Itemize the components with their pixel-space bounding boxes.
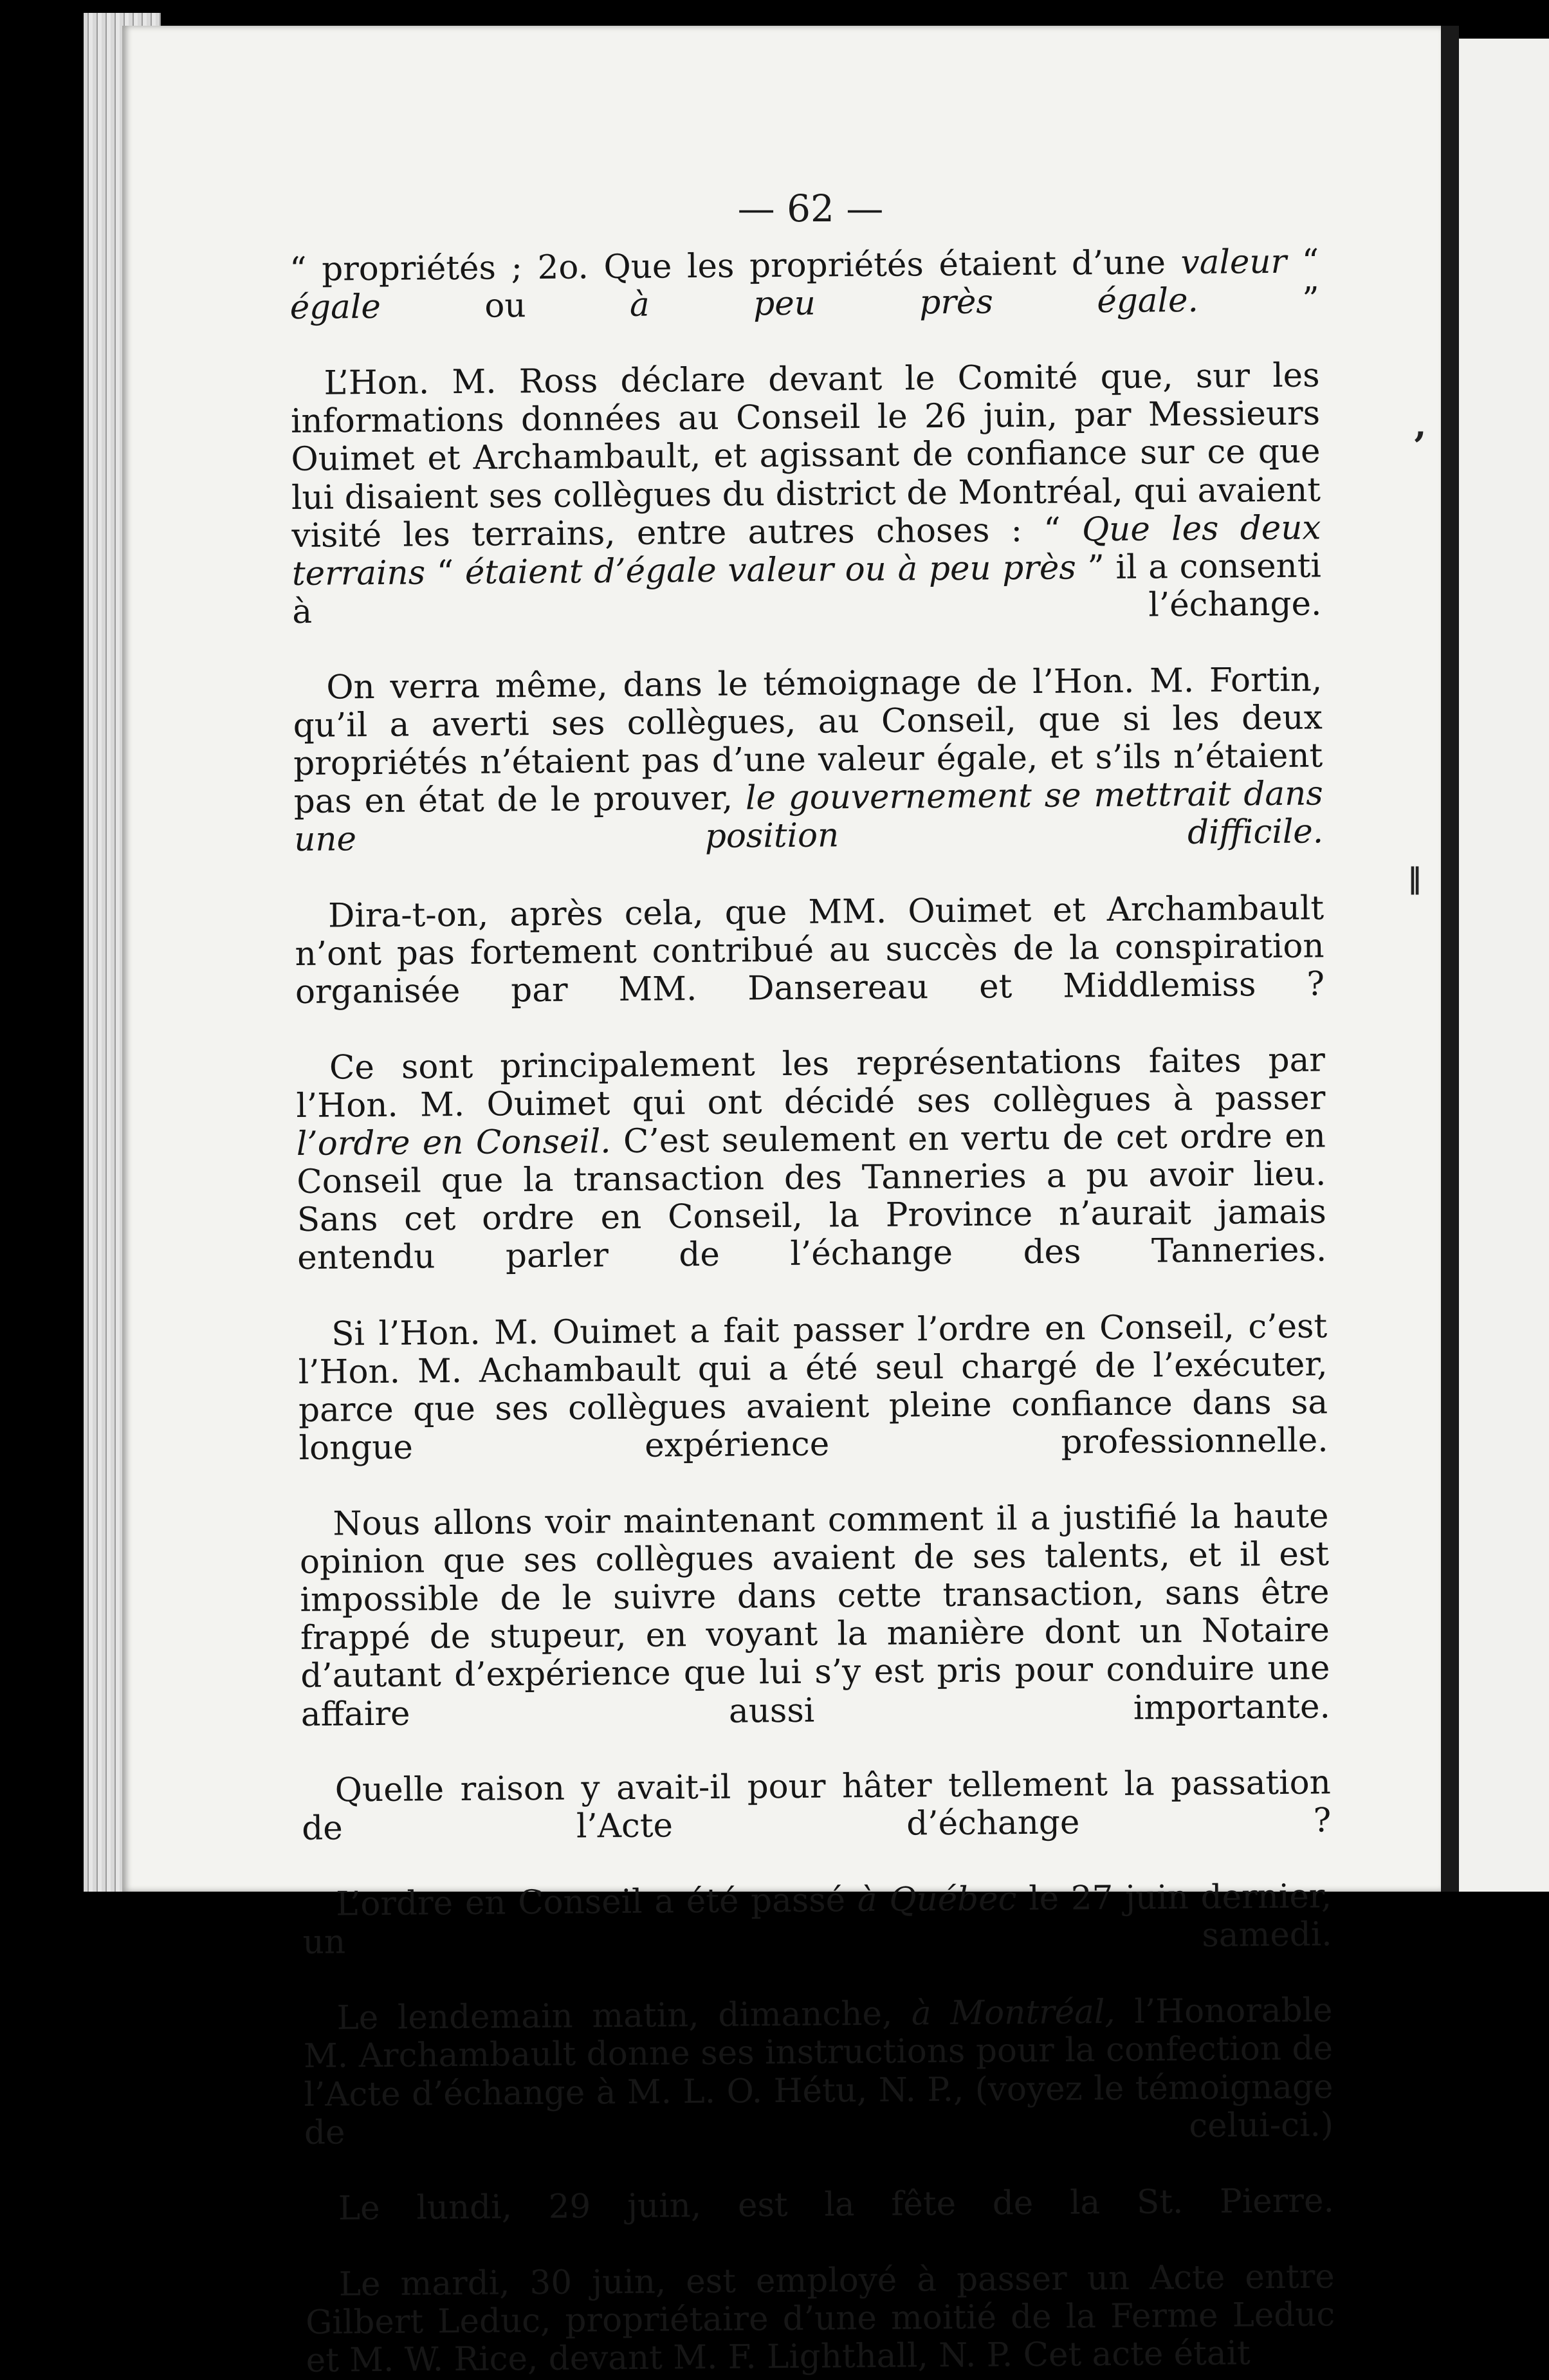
italic-text: à peu près égale. [629, 281, 1199, 324]
paragraph [290, 357, 1322, 669]
text-run: “ [1286, 242, 1319, 281]
page-number: — 62 — [737, 187, 884, 230]
text-run: ” il a consenti à l’échange. [292, 546, 1322, 631]
text-run: “ propriétés ; 2o. Que les propriétés étaient d’une [289, 243, 1181, 289]
adjacent-page-strip [1459, 39, 1549, 1892]
text-run: l’Honorable M. Archambault donne ses instructions pour la confection de l’Acte d’échange à M. L. O. Hétu, N. P., (voyez le témoignage de celui-ci.) [303, 1991, 1334, 2152]
text-run: C’est seulement en vertu de cet ordre en Conseil que la transaction des Tanneries a pu avoir lieu. Sans cet ordre en Conseil, la Province n’aurait jamais entendu parler de l’échange des Tanneries. [297, 1116, 1327, 1278]
paragraph [289, 243, 1319, 365]
page-gutter [1441, 26, 1459, 1892]
text-run: Quelle raison y avait-il pour hâter tellement la passation de l’Acte d’échange ? [302, 1763, 1332, 1848]
italic-text: valeur [1180, 242, 1287, 282]
text-run: Ce sont principalement les représentations faites par l’Hon. M. Ouimet qui ont décidé ses collègues à passer [296, 1040, 1326, 1126]
paragraph [295, 889, 1325, 1049]
italic-text: Que les deux terrains [291, 508, 1321, 593]
paragraph [299, 1497, 1330, 1771]
text-run: Nous allons voir maintenant comment il a justifié la haute opinion que ses collègues avaient de ses talents, et il est impossible de le suivre dans cette transaction, sans être frappé de stupeur, en voyant la manière dont un Notaire d’autant d’expérience que lui s’y est pris pour conduire une affaire aussi importante. [299, 1497, 1331, 1734]
italic-text: étaient d’égale valeur ou à peu près [464, 548, 1077, 592]
text-run: L’Hon. M. Ross déclare devant le Comité que, sur les informations données au Conseil le 26 juin, par Messieurs Ouimet et Archambault, et agissant de confiance sur ce que lui disaient ses collègues du district de Montréal, qui avaient visité les terrains, entre autres choses : “ [290, 356, 1321, 555]
paragraph [296, 1041, 1327, 1315]
italic-text: à Montréal, [911, 1993, 1115, 2033]
text-run: Le mardi, 30 juin, est employé à passer un Acte entre Gilbert Leduc, propriétaire d’une moitié de la Ferme Leduc et M. W. Rice, devant M. F. Lighthall, N. P. Cet acte était [306, 2257, 1335, 2380]
italic-text: le gouvernement se mettrait dans une position difficile. [293, 774, 1324, 860]
text-run: Le lundi, 29 juin, est la fête de la St. Pierre. [338, 2181, 1335, 2228]
text-run: “ [425, 553, 466, 593]
paragraph [298, 1307, 1328, 1506]
text-run: L’ordre en Conseil a été passé [335, 1881, 858, 1924]
paragraph [303, 1992, 1334, 2190]
italic-text: égale [289, 287, 381, 327]
margin-glyph: ‖ [1407, 862, 1422, 895]
page-body-text [289, 243, 1335, 2380]
paragraph [302, 1764, 1332, 1886]
paragraph [302, 1877, 1332, 2000]
paragraph [293, 661, 1324, 897]
italic-text: à Québec [857, 1879, 1017, 1920]
text-run: ” [1198, 280, 1319, 320]
text-run: le 27 juin dernier, un samedi. [302, 1877, 1332, 1962]
text-run: ou [380, 285, 630, 326]
margin-glyph: ʼ [1412, 425, 1425, 470]
paragraph [306, 2258, 1335, 2380]
text-run: Si l’Hon. M. Ouimet a fait passer l’ordre en Conseil, c’est l’Hon. M. Achambault qui a été seul chargé de l’exécuter, parce que ses collègues avaient pleine confiance dans sa longue expérience professionnelle. [298, 1307, 1328, 1468]
text-run: Le lendemain matin, dimanche, [336, 1994, 912, 2038]
text-run: Dira-t-on, après cela, que MM. Ouimet et Archambault n’ont pas fortement contribué au succès de la conspiration organisée par MM. Dansereau et Middlemiss ? [295, 888, 1325, 1011]
text-run: On verra même, dans le témoignage de l’Hon. M. Fortin, qu’il a averti ses collègues, au Conseil, que si les deux propriétés n’étaient pas d’une valeur égale, et s’ils n’étaient pas en état de le prouver, [293, 660, 1323, 822]
italic-text: l’ordre en Conseil. [296, 1122, 611, 1164]
paragraph [305, 2182, 1335, 2266]
